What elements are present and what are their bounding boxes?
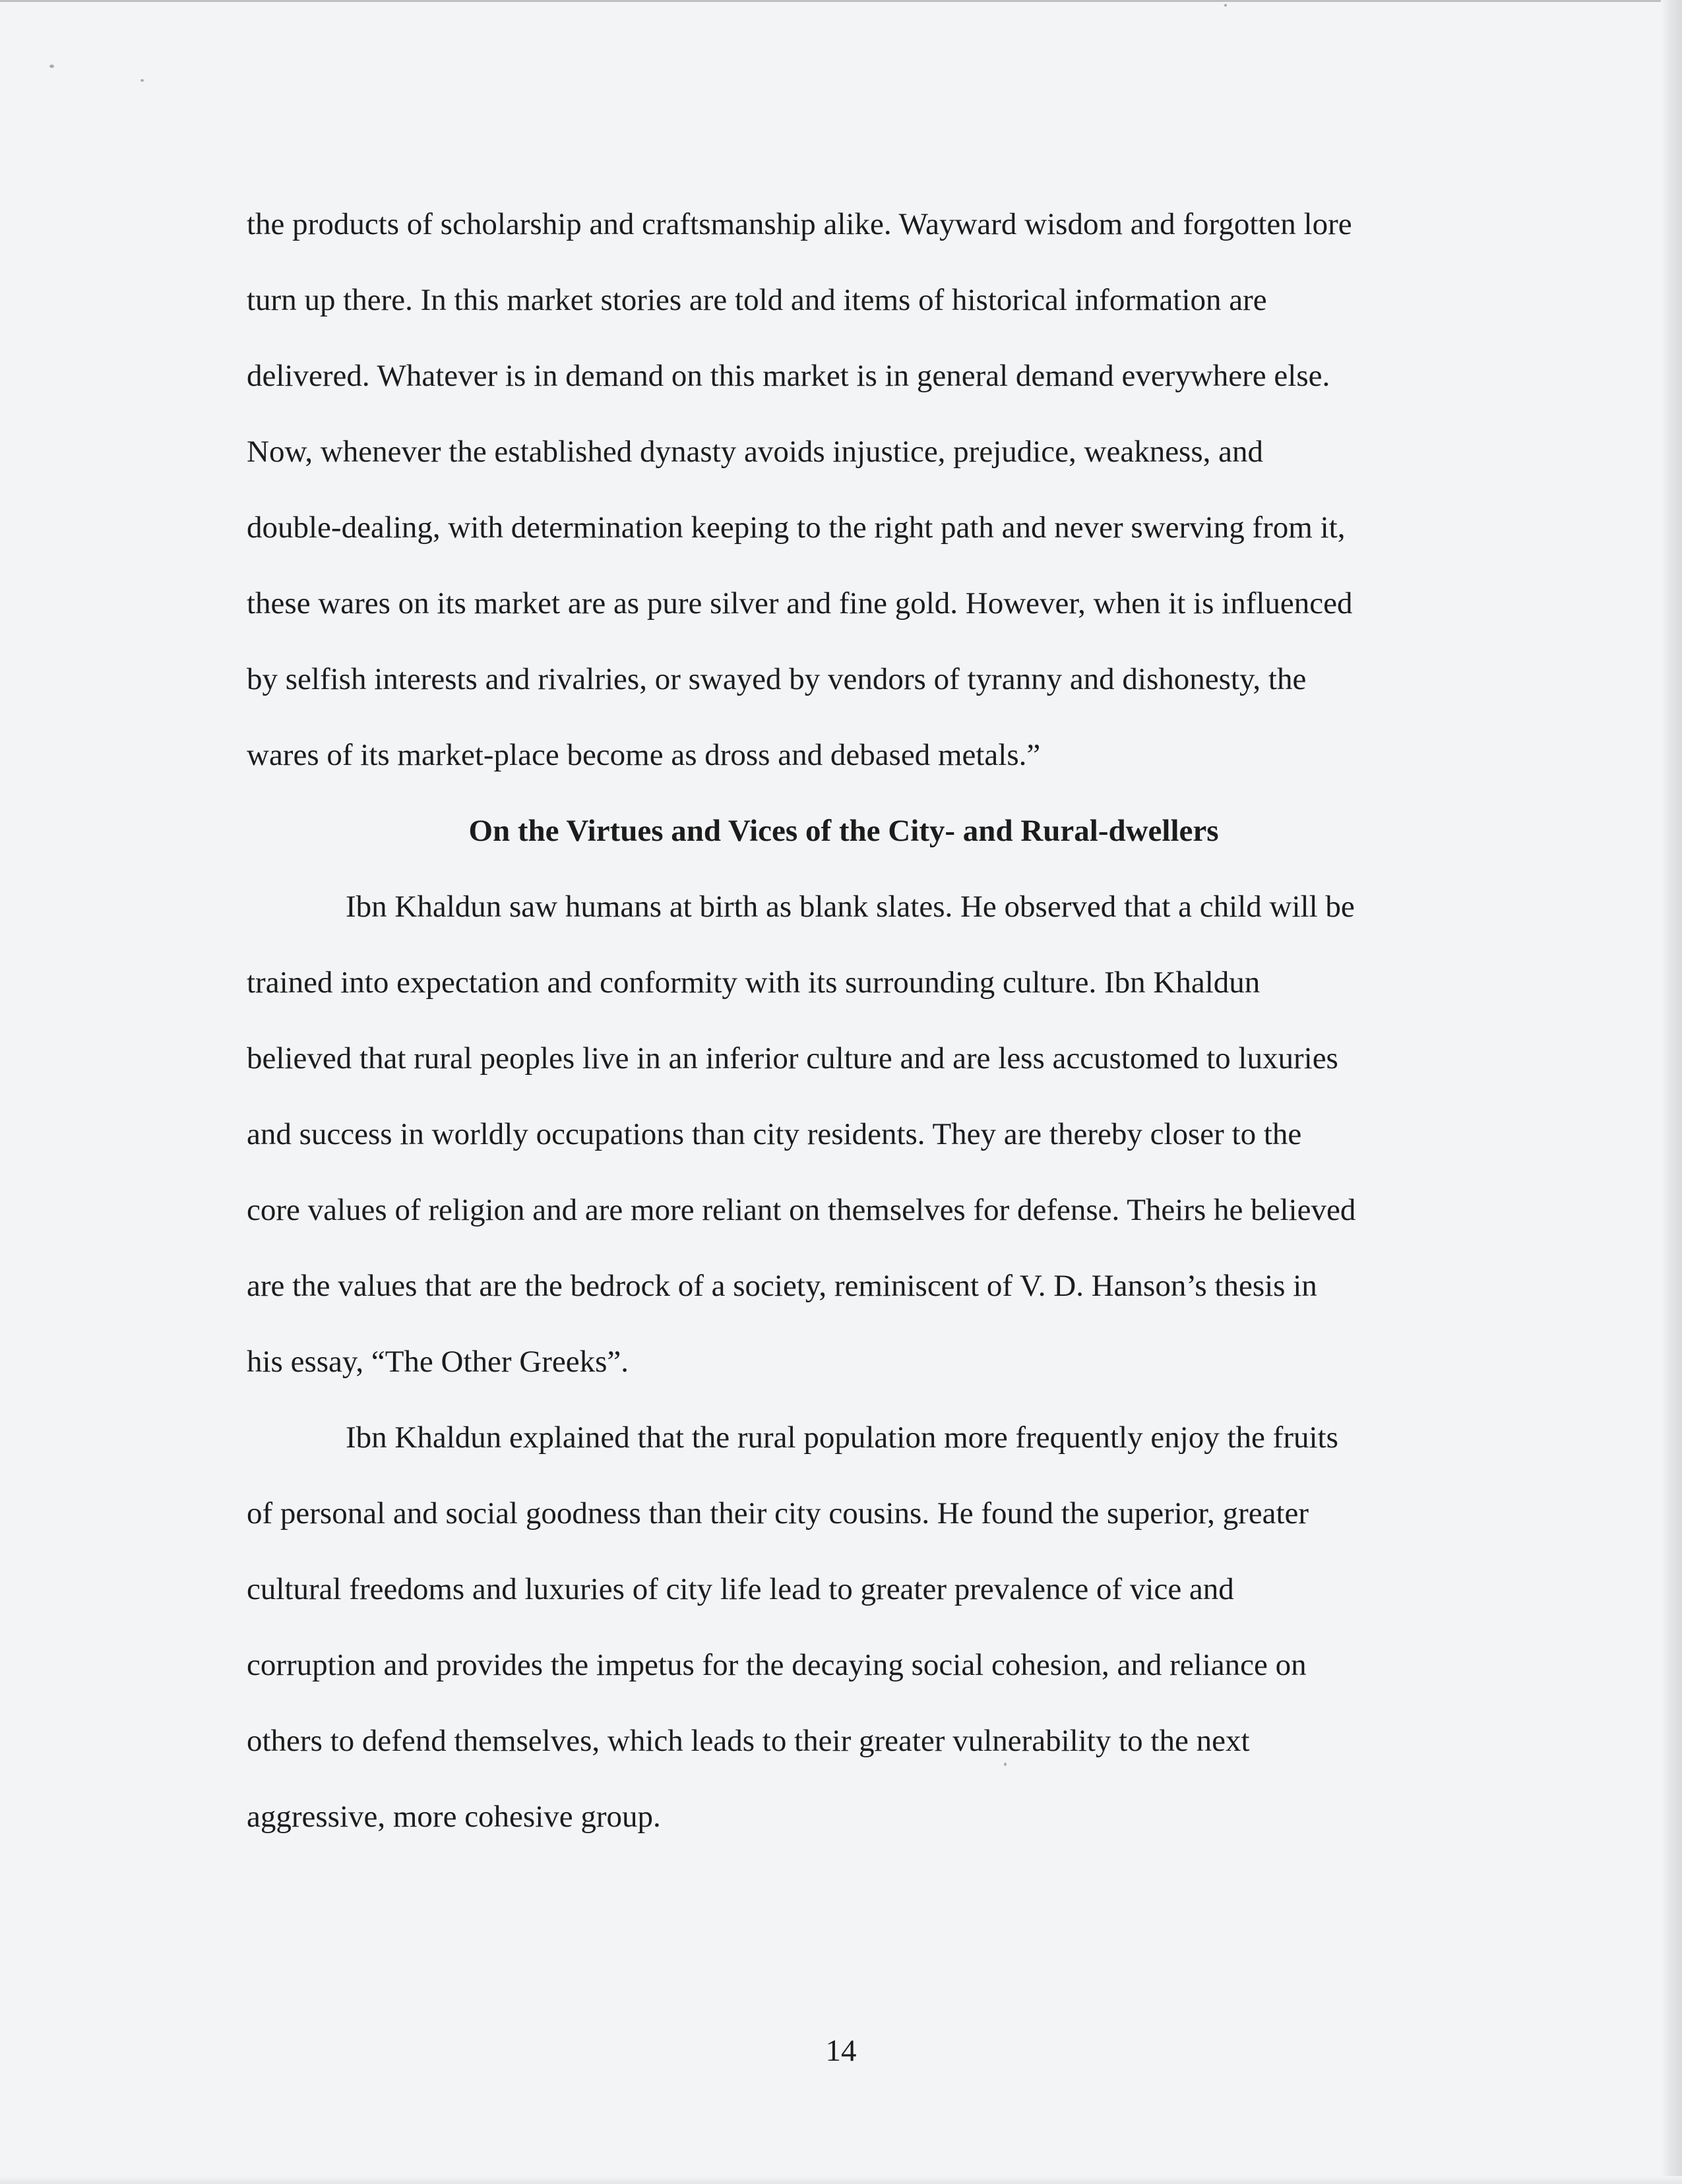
text-line: and success in worldly occupations than city residents. They are thereby closer to the [247,1117,1302,1151]
text-line: of personal and social goodness than their city cousins. He found the superior, greater [247,1496,1309,1531]
text-line: delivered. Whatever is in demand on this market is in general demand everywhere else. [247,359,1330,393]
text-line: believed that rural peoples live in an inferior culture and are less accustomed to luxuries [247,1041,1338,1076]
text-line: turn up there. In this market stories are told and items of historical information are [247,283,1267,317]
paragraph-ibn-khaldun-blank-slates [247,869,1441,1400]
text-line: his essay, “The Other Greeks”. [247,1345,629,1379]
text-line: by selfish interests and rivalries, or swayed by vendors of tyranny and dishonesty, the [247,662,1307,696]
section-heading: On the Virtues and Vices of the City- and Rural-dwellers [468,814,1219,848]
text-line: others to defend themselves, which leads to their greater vulnerability to the next [247,1724,1250,1758]
text-line: trained into expectation and conformity with its surrounding culture. Ibn Khaldun [247,965,1261,1000]
text-line: cultural freedoms and luxuries of city life lead to greater prevalence of vice and [247,1572,1234,1606]
scan-speck [1224,4,1227,7]
text-line: wares of its market-place become as dross and debased metals.” [247,738,1041,772]
text-line: these wares on its market are as pure silver and fine gold. However, when it is influenced [247,586,1353,621]
text-line: the products of scholarship and craftsmanship alike. Wayward wisdom and forgotten lore [247,207,1352,241]
text-line: are the values that are the bedrock of a society, reminiscent of V. D. Hanson’s thesis in [247,1269,1317,1303]
scan-speck [140,79,144,82]
page-right-edge-shadow [1661,0,1682,2184]
page-number: 14 [825,2034,857,2068]
text-line: aggressive, more cohesive group. [247,1800,661,1834]
page-top-edge [0,0,1682,2]
text-line: corruption and provides the impetus for the decaying social cohesion, and reliance on [247,1648,1307,1682]
page-bottom-edge-shadow [0,2176,1682,2184]
text-line: Now, whenever the established dynasty avoids injustice, prejudice, weakness, and [247,435,1263,469]
scan-speck [49,65,54,68]
body-text [247,187,1441,1855]
text-line: Ibn Khaldun explained that the rural population more frequently enjoy the fruits [346,1420,1338,1455]
text-line: double-dealing, with determination keeping to the right path and never swerving from it, [247,510,1346,545]
text-line: core values of religion and are more reliant on themselves for defense. Theirs he believed [247,1193,1356,1227]
paragraph-rural-population [247,1400,1441,1855]
paragraph-continued [247,187,1441,793]
text-line: Ibn Khaldun saw humans at birth as blank slates. He observed that a child will be [346,890,1355,924]
